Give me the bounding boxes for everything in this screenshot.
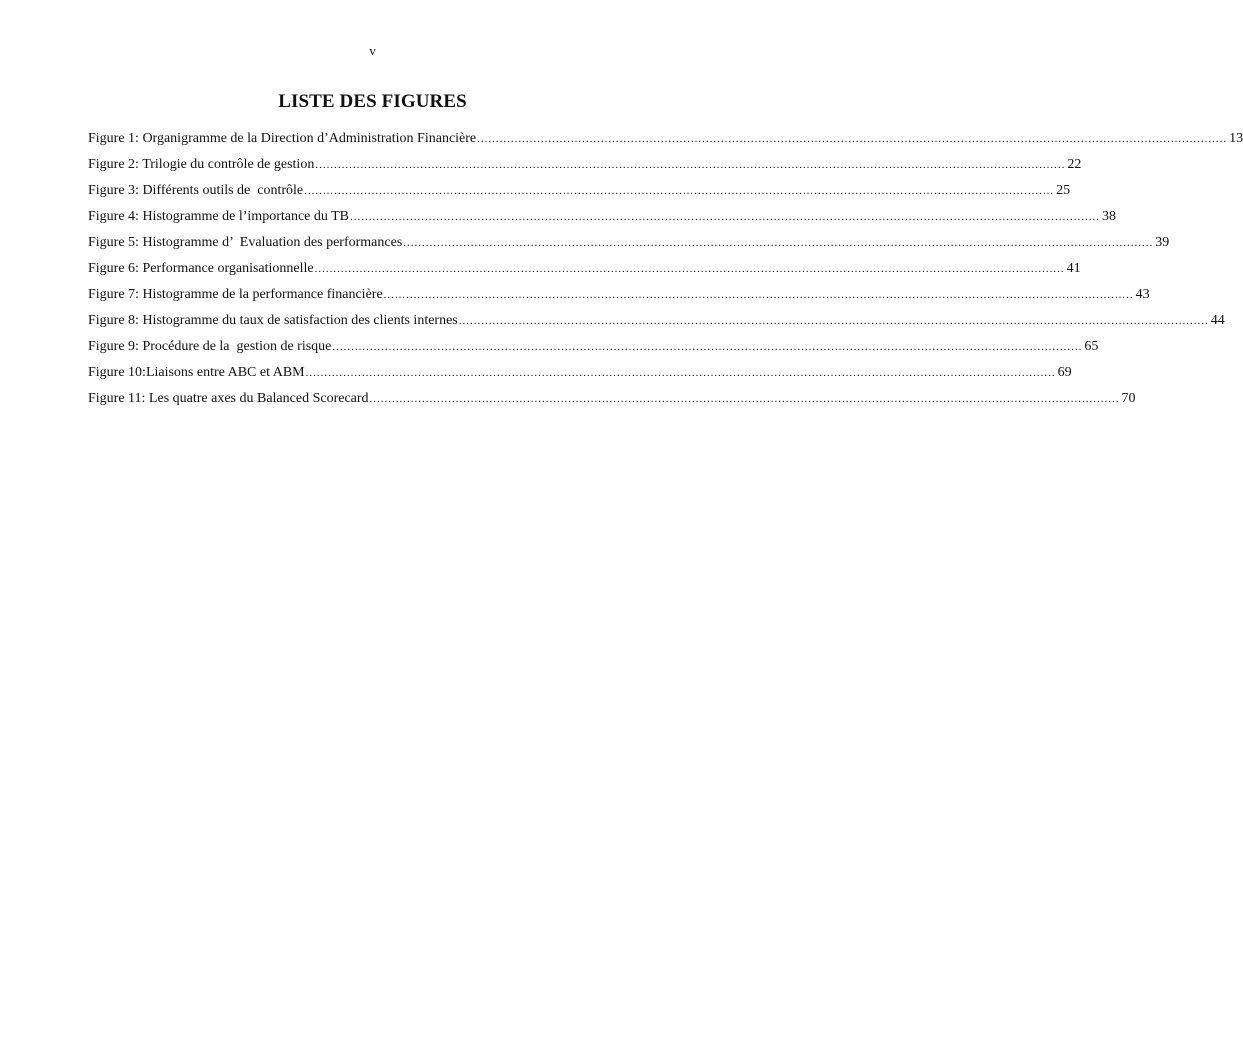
dot-leader: ........................................................................................................................................................................................................ [332,341,1083,353]
toc-entry-label: Figure 9: Procédure de la gestion de risque [88,339,332,354]
toc-entry-label: Figure 1: Organigramme de la Direction d’Administration Financière [88,131,477,146]
toc-entry-figure-3[interactable] [88,182,1071,208]
dot-leader: ........................................................................................................................................................................................................ [314,263,1065,275]
toc-entry-label: Figure 4: Histogramme de l’importance du TB [88,209,350,224]
toc-entry-page: 25 [1056,183,1071,198]
toc-entry-figure-9[interactable] [88,338,1099,364]
toc-entry-page: 44 [1210,313,1225,328]
toc-entry-page: 38 [1102,209,1117,224]
toc-entry-label: Figure 3: Différents outils de contrôle [88,183,304,198]
dot-leader: ........................................................................................................................................................................................................ [403,237,1154,249]
toc-entry-page: 13 [1229,131,1243,146]
dot-leader: ........................................................................................................................................................................................................ [477,133,1228,145]
page-title: LISTE DES FIGURES [278,91,467,112]
toc-entry-label: Figure 10:Liaisons entre ABC et ABM [88,365,305,380]
toc-entry-figure-4[interactable] [88,208,1117,234]
toc-entry-page: 65 [1084,339,1099,354]
toc-entry-label: Figure 7: Histogramme de la performance financière [88,287,383,302]
toc-entry-page: 70 [1121,391,1136,406]
dot-leader: ........................................................................................................................................................................................................ [458,315,1209,327]
dot-leader: ........................................................................................................................................................................................................ [305,367,1056,379]
dot-leader: ........................................................................................................................................................................................................ [383,289,1134,301]
toc-entry-figure-7[interactable] [88,286,1150,312]
toc-entry-figure-6[interactable] [88,260,1081,286]
toc-entry-figure-8[interactable] [88,312,1225,338]
toc-entry-label: Figure 2: Trilogie du contrôle de gestion [88,157,315,172]
toc-entry-page: 22 [1067,157,1082,172]
toc-entry-page: 43 [1135,287,1150,302]
toc-entry-page: 69 [1057,365,1072,380]
toc-entry-figure-10[interactable] [88,364,1072,390]
toc-entry-page: 39 [1155,235,1170,250]
toc-entry-figure-5[interactable] [88,234,1170,260]
toc-entry-figure-11[interactable] [88,390,1136,416]
dot-leader: ........................................................................................................................................................................................................ [304,185,1055,197]
toc-entry-label: Figure 6: Performance organisationnelle [88,261,314,276]
toc-entry-label: Figure 5: Histogramme d’ Evaluation des performances [88,235,403,250]
toc-entry-label: Figure 11: Les quatre axes du Balanced Scorecard [88,391,369,406]
toc-entry-figure-1[interactable] [88,130,1243,156]
toc-entry-page: 41 [1066,261,1081,276]
toc-entry-figure-2[interactable] [88,156,1082,182]
figure-list [88,130,1243,416]
dot-leader: ........................................................................................................................................................................................................ [350,211,1101,223]
dot-leader: ........................................................................................................................................................................................................ [369,393,1120,405]
toc-entry-label: Figure 8: Histogramme du taux de satisfaction des clients internes [88,313,458,328]
page-number: v [369,43,376,58]
dot-leader: ........................................................................................................................................................................................................ [315,159,1066,171]
